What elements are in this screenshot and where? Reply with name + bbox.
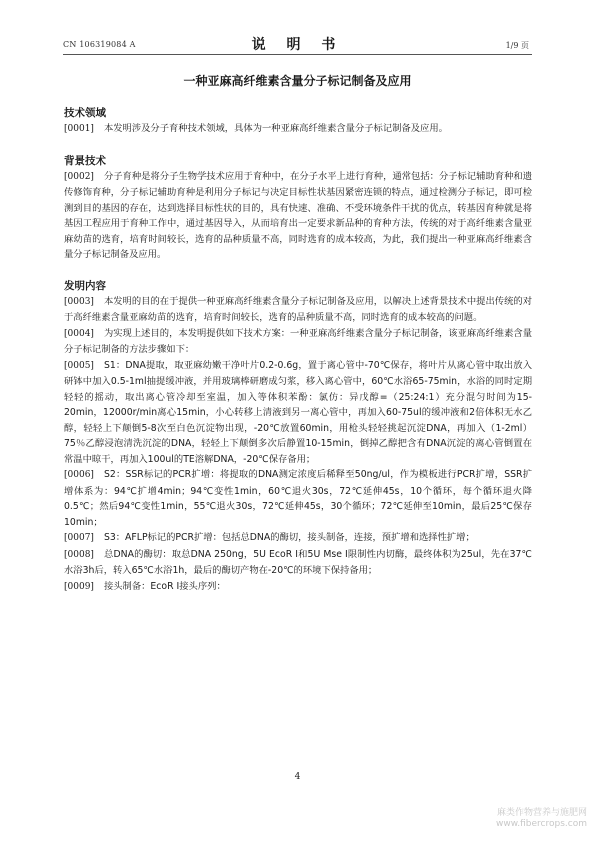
paragraph-text: 分子育种是将分子生物学技术应用于育种中，在分子水平上进行育种，通常包括：分子标记辅助育种和遗传修饰育种，分子标记辅助育种是利用分子标记与决定目标性状基因紧密连锁的特点，通过检测分子标记，即可检测到目的基因的存在，达到选择目标性状的目的，具有快速、准确、不受环境条件干扰的优点，转基因育种就是将基因工程应用于育种工作中，通过基因导入，从而培育出一定要求新品种的育种方法，传统的对于高纤维素含量亚麻幼苗的选育，培育时间较长，选育的品种质量不高，同时选育的成本较高，为此，我们提出一种亚麻高纤维素含量分子标记制备及应用。 bbox=[64, 170, 532, 260]
paragraph bbox=[64, 169, 532, 263]
paragraph-text: S3：AFLP标记的PCR扩增：包括总DNA的酶切，接头制备，连接，预扩增和选择性扩增； bbox=[103, 532, 475, 543]
paragraph-number: [0001] bbox=[64, 124, 94, 134]
page-number: 4 bbox=[294, 772, 301, 782]
watermark bbox=[496, 808, 587, 830]
watermark-url: www.fibercrops.com bbox=[496, 819, 587, 829]
paragraph-number: [0004] bbox=[64, 328, 94, 339]
section-heading-background: 背景技术 bbox=[64, 154, 106, 167]
paragraph-number: [0005] bbox=[64, 360, 94, 371]
page-header bbox=[0, 0, 595, 56]
document-body bbox=[64, 105, 532, 595]
paragraph-number: [0008] bbox=[64, 549, 94, 560]
paragraph bbox=[64, 547, 532, 579]
patent-number: CN 106319084 A bbox=[63, 40, 136, 49]
paragraph bbox=[64, 326, 532, 358]
paragraph bbox=[64, 579, 532, 596]
paragraph-text: S1：DNA提取，取亚麻幼嫩干净叶片0.2-0.6g，置于离心管中-70℃保存，将叶片从离心管中取出放入研钵中加入0.5-1ml抽提缓冲液，并用玻璃棒研磨成匀浆，移入离心管中，60℃水浴65-75min，水浴的同时定期轻轻的摇动，取出离心管冷却至室温，加入等体积苯酚：氯仿：异戊醇=（25:24:1）充分混匀时间为15-20min，12000r/min离心15min，小心转移上清液到另一离心管中，再加入60-75ul的缓冲液和2倍体积无水乙醇，轻轻上下颠倒5-8次至白色沉淀物出现，-20℃放置60min，用枪头轻轻挑起沉淀DNA，再加入（1-2ml）75％乙醇浸泡清洗沉淀的DNA，轻轻上下颠倒多次后静置10-15min，倒掉乙醇把含有DNA沉淀的离心管倒置在常温中晾干，再加入100ul的TE溶解DNA，-20℃保存备用； bbox=[64, 359, 532, 465]
invention-title: 一种亚麻高纤维素含量分子标记制备及应用 bbox=[183, 74, 412, 88]
paragraph-text: 本发明涉及分子育种技术领域，具体为一种亚麻高纤维素含量分子标记制备及应用。 bbox=[103, 123, 448, 134]
paragraph-text: S2：SSR标记的PCR扩增：将提取的DNA测定浓度后稀释至50ng/ul，作为模板进行PCR扩增，SSR扩增体系为：94℃扩增4min；94℃变性1min，60℃退火30s，72℃延伸45s，10个循环，每个循环退火降0.5℃；然后94℃变性1min，55℃退火30s，72℃延伸45s，30个循环；72℃延伸至10min，最后25℃保存10min； bbox=[64, 469, 532, 528]
paragraph-text: 接头制备：EcoR Ⅰ接头序列： bbox=[103, 580, 226, 592]
paragraph-number: [0007] bbox=[64, 533, 94, 543]
paragraph bbox=[64, 294, 532, 326]
paragraph-number: [0006] bbox=[64, 470, 94, 480]
paragraph-text: 本发明的目的在于提供一种亚麻高纤维素含量分子标记制备及应用，以解决上述背景技术中提出传统的对于高纤维素含量亚麻幼苗的选育，培育时间较长，选育的品种质量不高，同时选育的成本较高的问题。 bbox=[64, 295, 532, 323]
paragraph-text: 总DNA的酶切：取总DNA 250ng，5U EcoR Ⅰ和5U Mse Ⅰ限制性内切酶，最终体积为25ul，先在37℃水浴3h后，转入65℃水浴1h，最后的酶切产物在-20℃的环境下保持备用； bbox=[64, 548, 532, 576]
paragraph-number: [0009] bbox=[64, 581, 94, 592]
header-divider bbox=[63, 54, 532, 55]
page-counter: 1/9 页 bbox=[505, 41, 529, 50]
paragraph-number: [0002] bbox=[64, 171, 94, 182]
paragraph bbox=[64, 467, 532, 530]
paragraph bbox=[64, 121, 532, 138]
paragraph-text: 为实现上述目的，本发明提供如下技术方案：一种亚麻高纤维素含量分子标记制备，该亚麻高纤维素含量分子标记制备的方法步骤如下： bbox=[64, 327, 532, 355]
watermark-name: 麻类作物营养与施肥网 bbox=[496, 808, 587, 818]
paragraph bbox=[64, 530, 532, 547]
section-heading-summary: 发明内容 bbox=[64, 279, 106, 292]
paragraph bbox=[64, 358, 532, 468]
document-type-title: 说 明 书 bbox=[251, 37, 344, 53]
section-heading-technical-field: 技术领域 bbox=[64, 107, 106, 119]
paragraph-number: [0003] bbox=[64, 296, 94, 307]
